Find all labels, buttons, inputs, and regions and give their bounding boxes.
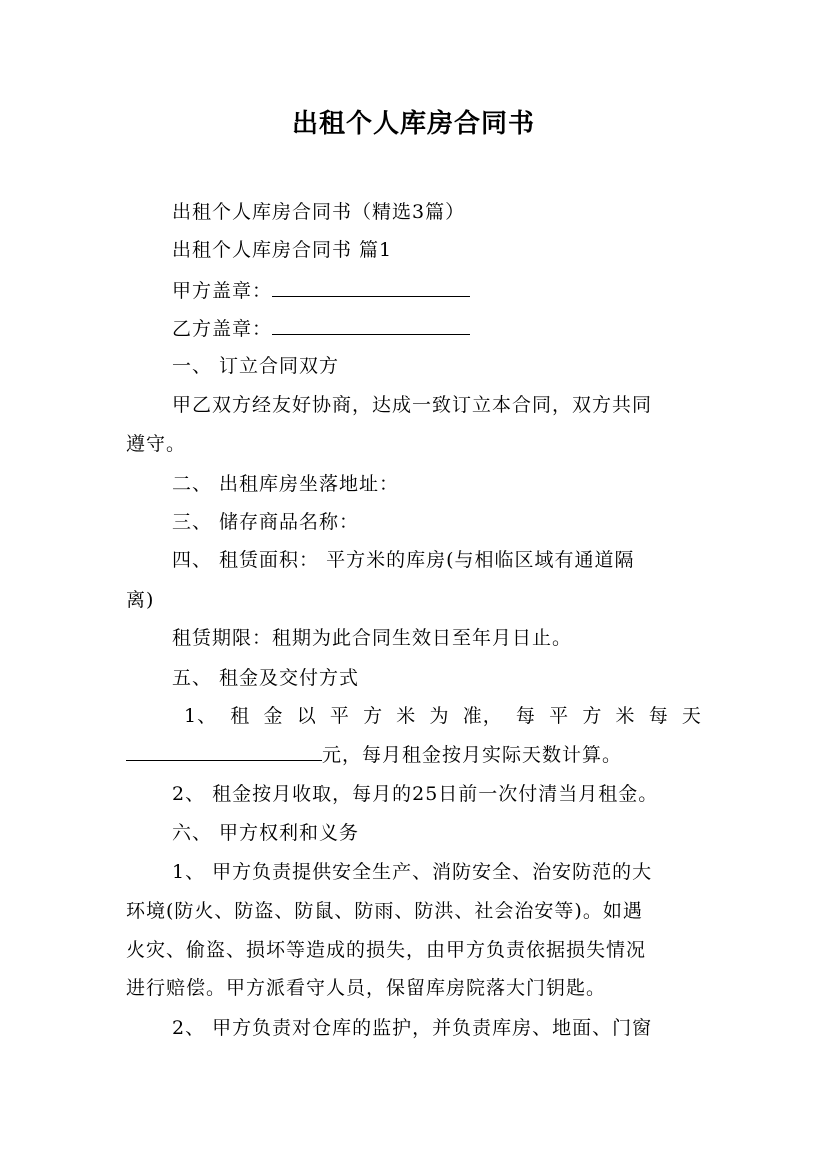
item-1-token: 米 — [615, 705, 636, 727]
lease-term: 租赁期限：租期为此合同生效日至年月日止。 — [172, 627, 573, 649]
item-1-token: 每 — [648, 705, 669, 727]
item-1-token: 租 — [230, 705, 251, 727]
item-1-token: 准， — [462, 705, 503, 727]
section-6-heading: 六、 甲方权利和义务 — [172, 822, 360, 844]
item-1-token: 平 — [329, 705, 350, 727]
section-6-item-1-line-2: 环境(防火、防盗、防鼠、防雨、防洪、社会治安等)。如遇 — [126, 900, 643, 922]
section-1-text-line-1: 甲乙双方经友好协商，达成一致订立本合同，双方共同 — [172, 394, 653, 416]
section-5-item-1-continuation: 元，每月租金按月实际天数计算。 — [322, 744, 623, 766]
daily-rent-blank — [126, 740, 322, 761]
document-subtitle: 出租个人库房合同书（精选3篇） — [172, 201, 466, 223]
section-5-heading: 五、 租金及交付方式 — [172, 667, 360, 689]
item-1-token: 金 — [263, 705, 284, 727]
party-a-seal-blank — [272, 276, 470, 297]
section-1-heading: 一、 订立合同双方 — [172, 355, 340, 377]
party-b-seal-blank — [272, 314, 470, 335]
item-1-token: 米 — [396, 705, 417, 727]
item-1-token: 1、 — [184, 705, 218, 727]
section-5-item-1-line-2 — [126, 740, 622, 769]
part-heading: 出租个人库房合同书 篇1 — [172, 239, 393, 261]
party-a-seal-row — [172, 276, 470, 305]
section-6-item-1-line-3: 火灾、偷盗、损坏等造成的损失，由甲方负责依据损失情况 — [126, 939, 647, 961]
section-5-item-1-line-1 — [184, 702, 702, 730]
document-title: 出租个人库房合同书 — [291, 109, 535, 139]
section-4-text-line-1: 四、 租赁面积： 平方米的库房(与相临区域有通道隔 — [172, 549, 635, 571]
item-1-token: 为 — [429, 705, 450, 727]
item-1-token: 平 — [549, 705, 570, 727]
item-1-token: 以 — [296, 705, 317, 727]
party-b-seal-row — [172, 314, 470, 343]
section-4-text-line-2: 离) — [126, 589, 155, 611]
section-1-text-line-2: 遵守。 — [126, 433, 187, 455]
party-a-seal-label: 甲方盖章： — [172, 280, 273, 302]
item-1-token: 每 — [515, 705, 536, 727]
section-2-heading: 二、 出租库房坐落地址： — [172, 473, 400, 495]
section-6-item-1-line-4: 进行赔偿。甲方派看守人员，保留库房院落大门钥匙。 — [126, 977, 607, 999]
item-1-token: 天 — [681, 705, 702, 727]
section-5-item-2: 2、 租金按月收取，每月的25日前一次付清当月租金。 — [172, 783, 659, 805]
section-6-item-2-line-1: 2、 甲方负责对仓库的监护，并负责库房、地面、门窗 — [172, 1017, 653, 1039]
item-1-token: 方 — [363, 705, 384, 727]
section-3-heading: 三、 储存商品名称： — [172, 511, 360, 533]
party-b-seal-label: 乙方盖章： — [172, 318, 273, 340]
item-1-token: 方 — [582, 705, 603, 727]
section-6-item-1-line-1: 1、 甲方负责提供安全生产、消防安全、治安防范的大 — [172, 861, 653, 883]
